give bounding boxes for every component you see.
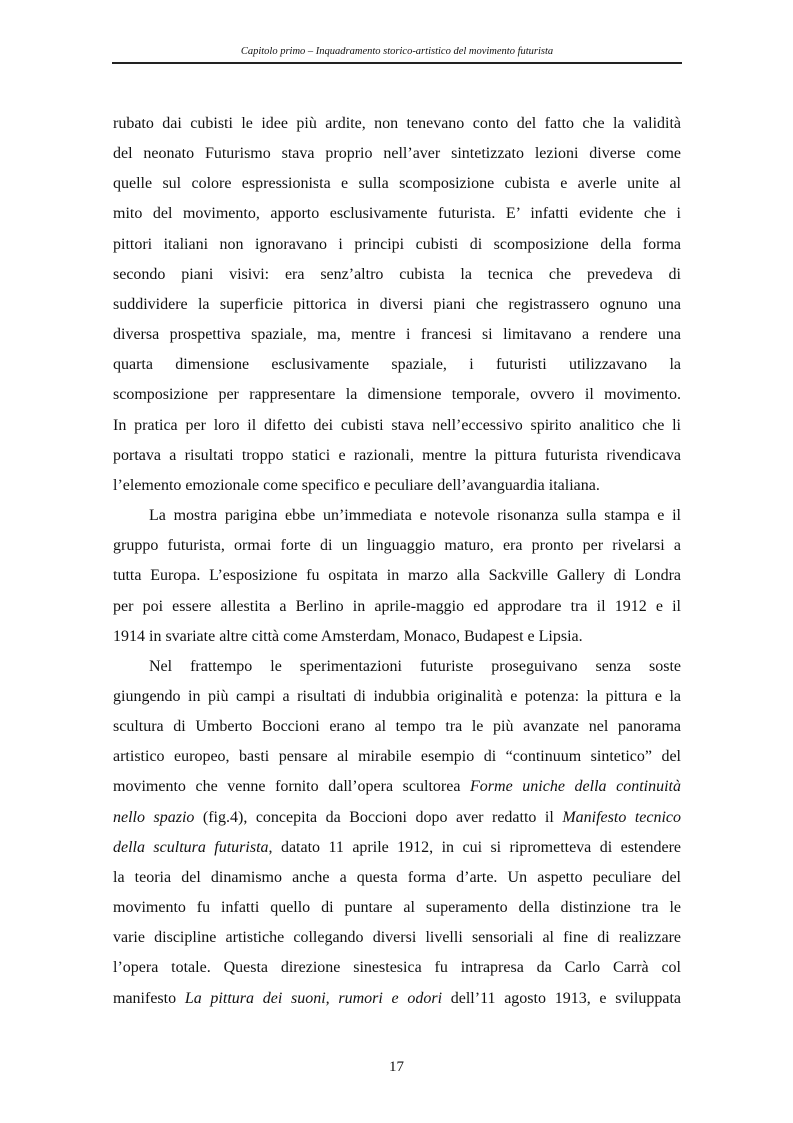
text-run: movimento che venne fornito dall’opera scultorea bbox=[113, 778, 471, 796]
text-line: l’opera totale. Questa direzione sinestesica fu intrapresa da Carlo Carrà col bbox=[113, 959, 681, 977]
manifesto-title: della scultura futurista bbox=[113, 838, 269, 856]
text-line: portava a risultati troppo statici e razionali, mentre la pittura futurista rivendicava bbox=[113, 446, 681, 464]
page-body bbox=[113, 109, 681, 1014]
text-run: dell’11 agosto 1913, e sviluppata bbox=[442, 989, 681, 1007]
text-line: quelle sul colore espressionista e sulla scomposizione cubista e averle unite al bbox=[113, 175, 681, 193]
paragraph-1 bbox=[113, 109, 681, 501]
artwork-title: nello spazio bbox=[113, 808, 195, 826]
text-line: movimento fu infatti quello di puntare al superamento della distinzione tra le bbox=[113, 899, 681, 917]
text-line: del neonato Futurismo stava proprio nell’aver sintetizzato lezioni diverse come bbox=[113, 145, 681, 163]
manifesto-title: La pittura dei suoni, rumori e odori bbox=[184, 989, 443, 1007]
text-line: secondo piani visivi: era senz’altro cubista la tecnica che prevedeva di bbox=[113, 265, 681, 283]
text-line: In pratica per loro il difetto dei cubisti stava nell’eccessivo spirito analitico che li bbox=[113, 416, 681, 434]
text-line: scultura di Umberto Boccioni erano al tempo tra le più avanzate nel panorama bbox=[113, 718, 681, 736]
text-line: 1914 in svariate altre città come Amsterdam, Monaco, Budapest e Lipsia. bbox=[113, 627, 583, 645]
text-line: quarta dimensione esclusivamente spaziale, i futuristi utilizzavano la bbox=[113, 356, 681, 374]
paragraph-3 bbox=[113, 652, 681, 1014]
text-run: , datato 11 aprile 1912, in cui si riprometteva di estendere bbox=[268, 838, 681, 856]
text-line bbox=[113, 984, 681, 1014]
text-line: Nel frattempo le sperimentazioni futuriste proseguivano senza soste bbox=[149, 657, 681, 675]
text-line: gruppo futurista, ormai forte di un linguaggio maturo, era pronto per rivelarsi a bbox=[113, 537, 681, 555]
text-line: varie discipline artistiche collegando diversi livelli sensoriali al fine di realizzare bbox=[113, 929, 681, 947]
text-line bbox=[113, 772, 681, 802]
text-line: mito del movimento, apporto esclusivamente futurista. E’ infatti evidente che i bbox=[113, 205, 681, 223]
page-number: 17 bbox=[389, 1059, 404, 1075]
text-line: artistico europeo, basti pensare al mirabile esempio di “continuum sintetico” del bbox=[113, 748, 681, 766]
text-line: suddividere la superficie pittorica in diversi piani che registrassero ognuno una bbox=[113, 295, 681, 313]
text-run: manifesto bbox=[113, 989, 185, 1007]
running-header bbox=[112, 40, 682, 64]
text-line: rubato dai cubisti le idee più ardite, non tenevano conto del fatto che la validità bbox=[113, 115, 681, 132]
text-line: tutta Europa. L’esposizione fu ospitata in marzo alla Sackville Gallery di Londra bbox=[113, 567, 681, 585]
text-run: (fig.4), concepita da Boccioni dopo aver redatto il bbox=[194, 808, 563, 826]
text-line bbox=[113, 803, 681, 833]
text-line: pittori italiani non ignoravano i principi cubisti di scomposizione della forma bbox=[113, 235, 681, 253]
text-line: diversa prospettiva spaziale, ma, mentre i francesi si limitavano a rendere una bbox=[113, 326, 681, 344]
text-line: l’elemento emozionale come specifico e peculiare dell’avanguardia italiana. bbox=[113, 476, 600, 494]
manifesto-title: Manifesto tecnico bbox=[562, 808, 682, 826]
text-line: giungendo in più campi a risultati di indubbia originalità e potenza: la pittura e la bbox=[113, 687, 681, 705]
text-line: per poi essere allestita a Berlino in aprile-maggio ed approdare tra il 1912 e il bbox=[113, 597, 681, 615]
text-line: la teoria del dinamismo anche a questa forma d’arte. Un aspetto peculiare del bbox=[113, 868, 681, 886]
text-line: La mostra parigina ebbe un’immediata e notevole risonanza sulla stampa e il bbox=[149, 507, 681, 525]
paragraph-2 bbox=[113, 501, 681, 652]
artwork-title: Forme uniche della continuità bbox=[470, 778, 682, 796]
text-line: scomposizione per rappresentare la dimensione temporale, ovvero il movimento. bbox=[113, 386, 681, 404]
running-header-title: Capitolo primo – Inquadramento storico-artistico del movimento futurista bbox=[240, 46, 554, 57]
text-line bbox=[113, 833, 681, 863]
